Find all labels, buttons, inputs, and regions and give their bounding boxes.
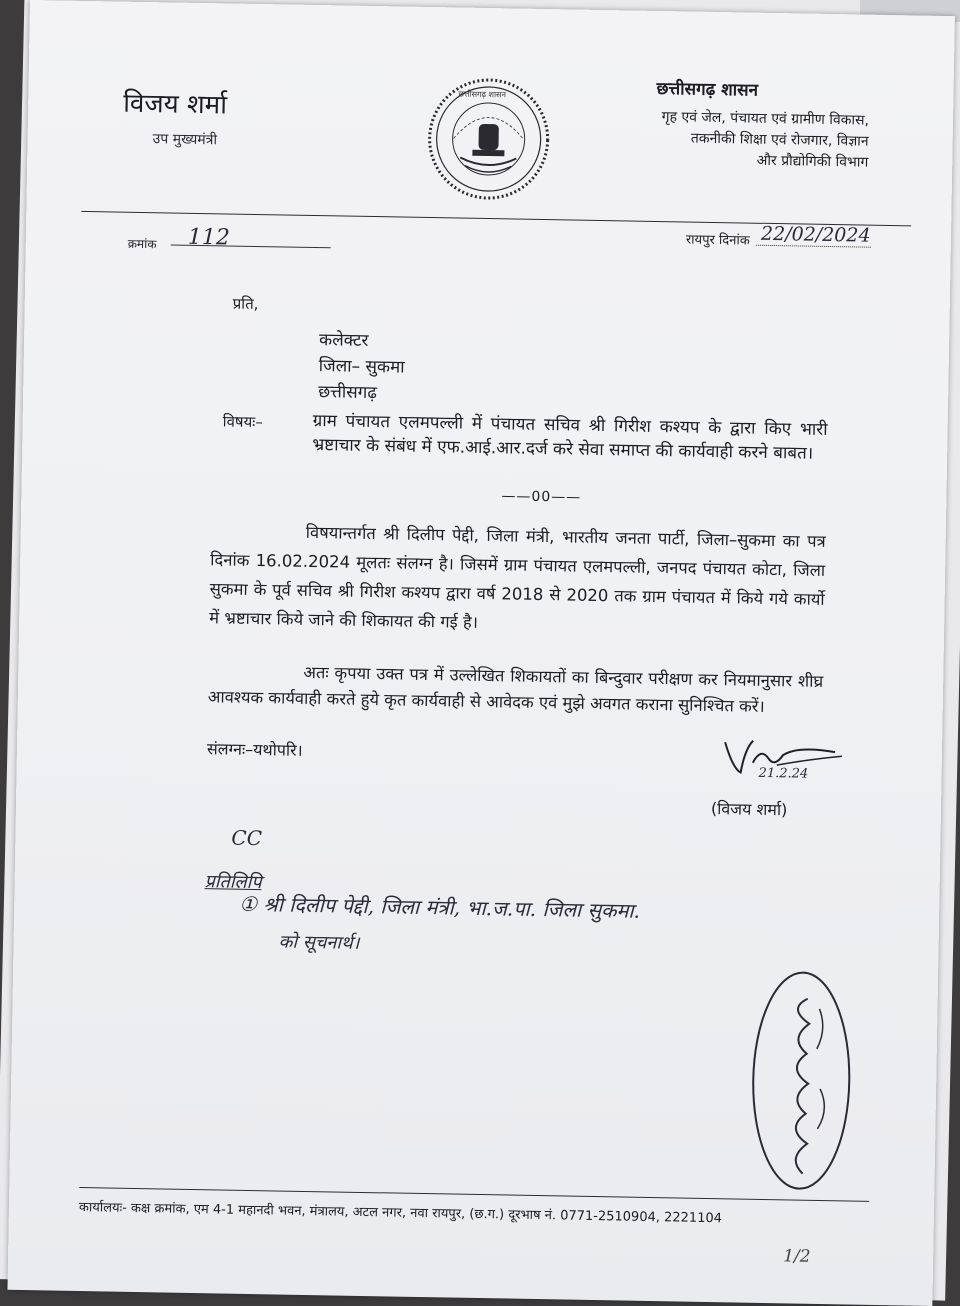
signature-date: 21.2.24 <box>758 765 809 782</box>
footer-address: कार्यालयः- कक्ष क्रमांक, एम 4-1 महानदी भवन, मंत्रालय, अटल नगर, नवा रायपुर, (छ.ग.) दूरभाष नं. 0771-2510904, 2221104 <box>78 1200 723 1227</box>
body-paragraph-2: अतः कृपया उक्त पत्र में उल्लेखित शिकायतों का बिन्दुवार परीक्षण कर नियमानुसार शीघ्र आवश्यक कार्यवाही करते हुये कृत कार्यवाही से आवेदक एवं मुझे अवगत कराना सुनिश्चित करें। <box>207 662 824 716</box>
reference-number: 112 <box>187 224 231 251</box>
department-block <box>661 107 869 174</box>
date-label: रायपुर दिनांक <box>685 232 750 249</box>
enclosure-note: संलग्नः–यथोपरि। <box>206 739 303 760</box>
to-label: प्रति, <box>232 294 259 314</box>
letter-page <box>7 0 954 1306</box>
addressee-line: कलेक्टर <box>318 330 369 351</box>
body-paragraph-1: विषयान्तर्गत श्री दिलीप पेद्दी, जिला मंत्री, भारतीय जनता पार्टी, जिला–सुकमा का पत्र दिनांक 16.02.2024 मूलतः संलग्न है। जिसमें ग्राम पंचायत एलमपल्ली, जनपद पंचायत कोटा, जिला सुकमा के पूर्व सचिव श्री गिरीश कश्यप द्वारा वर्ष 2018 से 2020 तक ग्राम पंचायत में किये गये कार्यो में भ्रष्टाचार किये जाने की शिकायत की गई है। <box>209 522 826 632</box>
cc-mark: CC <box>231 825 263 851</box>
copy-purpose: को सूचनार्थ। <box>278 931 360 954</box>
letter-date: 22/02/2024 <box>760 222 871 247</box>
copy-recipient: ① श्री दिलीप पेद्दी, जिला मंत्री, भा.ज.पा. जिला सुकमा. <box>239 891 641 923</box>
copy-heading: प्रतिलिपि <box>204 871 262 894</box>
government-heading: छत्तीसगढ़ शासन <box>656 78 759 101</box>
page-number: 1/2 <box>783 1246 811 1267</box>
department-line: तकनीकी शिक्षा एवं रोजगार, विज्ञान <box>690 130 869 150</box>
department-line: गृह एवं जेल, पंचायत एवं ग्रामीण विकास, <box>661 109 870 129</box>
signatory-name: (विजय शर्मा) <box>710 799 788 820</box>
sender-name: विजय शर्मा <box>122 88 228 121</box>
section-separator: ——00—— <box>501 488 582 506</box>
addressee-line: जिला– सुकमा <box>318 356 405 378</box>
subject-text: ग्राम पंचायत एलमपल्ली में पंचायत सचिव श्री गिरीश कश्यप के द्वारा किए भारी भ्रष्टाचार के संबंध में एफ.आई.आर.दर्ज करे सेवा समाप्त की कार्यवाही करने बाबत। <box>312 410 828 464</box>
reference-number-label: क्रमांक <box>127 236 157 252</box>
department-line: और प्रौद्योगिकी विभाग <box>756 152 869 171</box>
subject-label: विषयः– <box>222 412 263 432</box>
sender-designation: उप मुख्यमंत्री <box>152 131 218 149</box>
addressee-line: छत्तीसगढ़ <box>318 382 378 404</box>
emblem-caption: छत्तीसगढ़ शासन <box>458 89 507 100</box>
received-stamp <box>744 968 858 1195</box>
addressee-block <box>318 327 405 406</box>
